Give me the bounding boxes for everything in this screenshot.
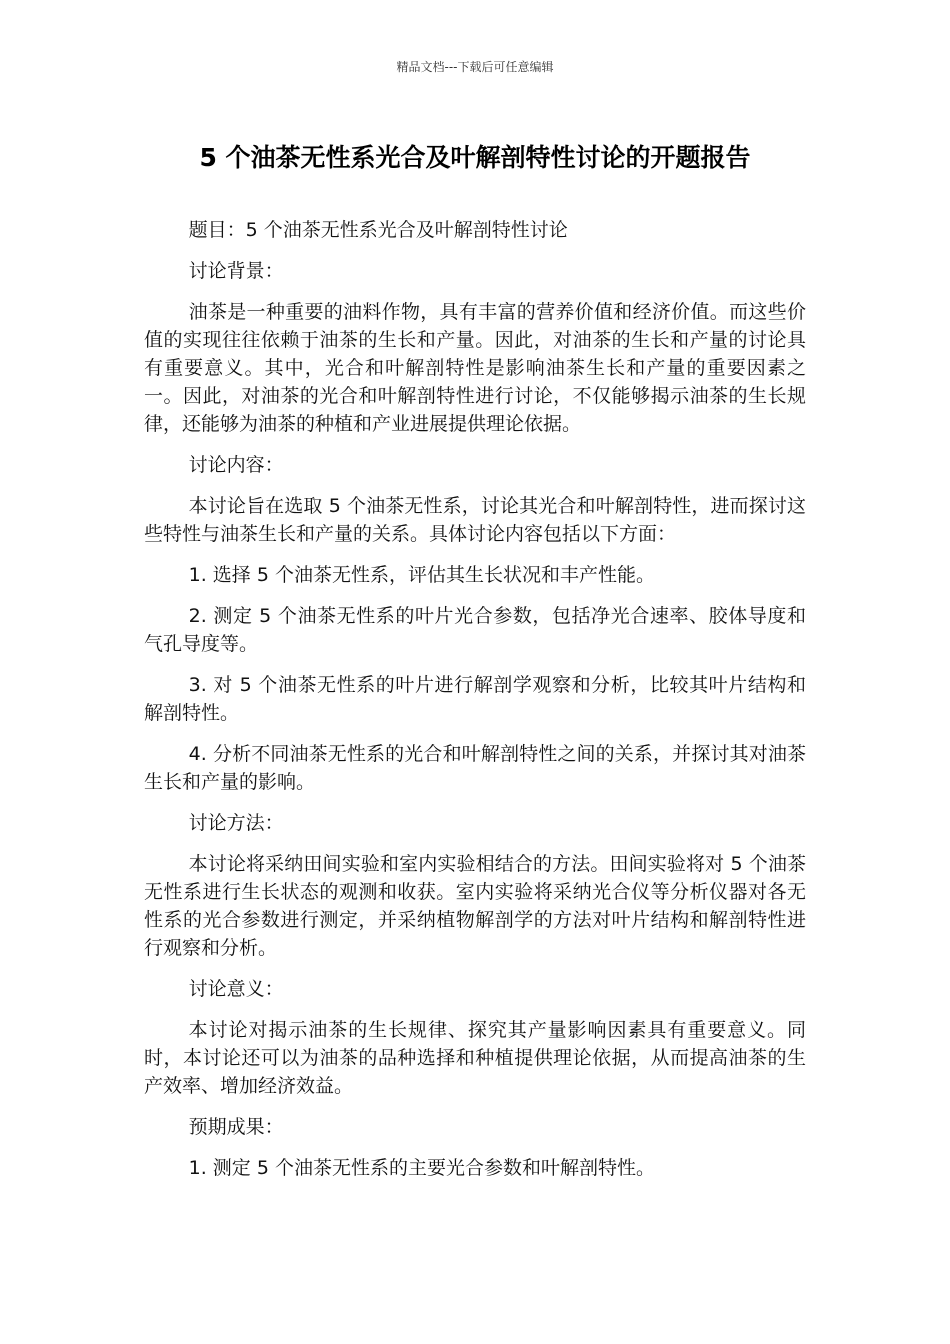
content-item-1: 1. 选择 5 个油茶无性系，评估其生长状况和丰产性能。 (188, 564, 655, 586)
section-heading-significance: 讨论意义： (188, 978, 284, 1000)
content-intro-paragraph: 本讨论旨在选取 5 个油茶无性系，讨论其光合和叶解剖特性，进而探讨这些特性与油茶生长和产量的关系。具体讨论内容包括以下方面： (144, 495, 806, 545)
content-item-3: 3. 对 5 个油茶无性系的叶片进行解剖学观察和分析，比较其叶片结构和解剖特性。 (144, 674, 806, 724)
content-item-2: 2. 测定 5 个油茶无性系的叶片光合参数，包括净光合速率、胶体导度和气孔导度等。 (144, 605, 806, 655)
method-paragraph: 本讨论将采纳田间实验和室内实验相结合的方法。田间实验将对 5 个油茶无性系进行生长状态的观测和收获。室内实验将采纳光合仪等分析仪器对各无性系的光合参数进行测定，并采纳植物解剖学的方法对叶片结构和解剖特性进行观察和分析。 (144, 853, 806, 959)
section-heading-method: 讨论方法： (188, 812, 284, 834)
header-note: 精品文档---下载后可任意编辑 (396, 60, 554, 74)
topic-paragraph: 题目：5 个油茶无性系光合及叶解剖特性讨论 (188, 219, 568, 241)
significance-paragraph: 本讨论对揭示油茶的生长规律、探究其产量影响因素具有重要意义。同时，本讨论还可以为油茶的品种选择和种植提供理论依据，从而提高油茶的生产效率、增加经济效益。 (144, 1019, 806, 1097)
document-title: 5 个油茶无性系光合及叶解剖特性讨论的开题报告 (199, 143, 751, 172)
expected-result-item-1: 1. 测定 5 个油茶无性系的主要光合参数和叶解剖特性。 (188, 1157, 655, 1179)
content-item-4: 4. 分析不同油茶无性系的光合和叶解剖特性之间的关系，并探讨其对油茶生长和产量的影响。 (144, 743, 806, 793)
section-heading-expected-results: 预期成果： (188, 1116, 284, 1138)
document-body (144, 216, 806, 1195)
section-heading-background: 讨论背景： (188, 260, 284, 282)
background-paragraph: 油茶是一种重要的油料作物，具有丰富的营养价值和经济价值。而这些价值的实现往往依赖于油茶的生长和产量。因此，对油茶的生长和产量的讨论具有重要意义。其中，光合和叶解剖特性是影响油茶生长和产量的重要因素之一。因此，对油茶的光合和叶解剖特性进行讨论，不仅能够揭示油茶的生长规律，还能够为油茶的种植和产业进展提供理论依据。 (144, 301, 806, 435)
section-heading-content: 讨论内容： (188, 454, 284, 476)
